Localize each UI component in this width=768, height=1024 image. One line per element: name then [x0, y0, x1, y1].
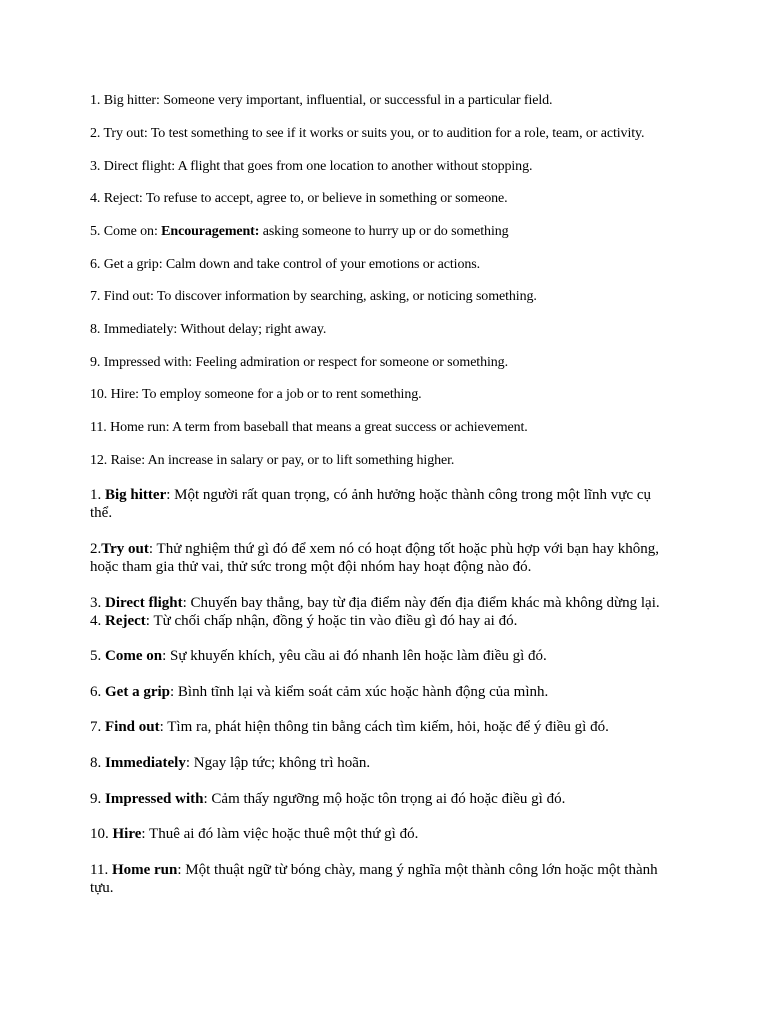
vi-entry-3: 3. Direct flight: Chuyến bay thẳng, bay từ địa điểm này đến địa điểm khác mà không dừng lại. [90, 595, 660, 611]
en-entry-12: 12. Raise: An increase in salary or pay, or to lift something higher. [90, 453, 455, 468]
en-entry-6: 6. Get a grip: Calm down and take control of your emotions or actions. [90, 257, 481, 272]
vi-entry-1: 1. Big hitter: Một người rất quan trọng, có ảnh hưởng hoặc thành công trong một lĩnh vực cụ thể. [90, 487, 651, 521]
vi-entry-2: 2.Try out: Thử nghiệm thứ gì đó để xem nó có hoạt động tốt hoặc phù hợp với bạn hay không, hoặc tham gia thử vai, thử sức trong một đội nhóm hay hoạt động nào đó. [90, 541, 660, 575]
en-entry-7: 7. Find out: To discover information by searching, asking, or noticing something. [90, 289, 537, 304]
vi-entry-4: 4. Reject: Từ chối chấp nhận, đồng ý hoặc tin vào điều gì đó hay ai đó. [90, 613, 518, 629]
vi-entry-9: 9. Impressed with: Cảm thấy ngưỡng mộ hoặc tôn trọng ai đó hoặc điều gì đó. [90, 791, 566, 807]
vi-entry-11: 11. Home run: Một thuật ngữ từ bóng chày, mang ý nghĩa một thành công lớn hoặc một thành tựu. [90, 862, 658, 896]
vi-entry-8: 8. Immediately: Ngay lập tức; không trì hoãn. [90, 755, 371, 771]
en-entry-10: 10. Hire: To employ someone for a job or to rent something. [90, 387, 422, 402]
en-entry-3: 3. Direct flight: A flight that goes from one location to another without stopping. [90, 159, 533, 174]
en-entry-2: 2. Try out: To test something to see if it works or suits you, or to audition for a role, team, or activity. [90, 126, 645, 141]
vi-entry-7: 7. Find out: Tìm ra, phát hiện thông tin bằng cách tìm kiếm, hỏi, hoặc để ý điều gì đó. [90, 719, 609, 735]
en-entry-4: 4. Reject: To refuse to accept, agree to, or believe in something or someone. [90, 191, 508, 206]
en-entry-11: 11. Home run: A term from baseball that means a great success or achievement. [90, 420, 528, 435]
en-entry-1: 1. Big hitter: Someone very important, influential, or successful in a particular field. [90, 93, 553, 108]
en-entry-9: 9. Impressed with: Feeling admiration or respect for someone or something. [90, 355, 508, 370]
en-entry-5: 5. Come on: Encouragement: asking someone to hurry up or do something [90, 224, 509, 239]
vi-entry-6: 6. Get a grip: Bình tĩnh lại và kiểm soát cảm xúc hoặc hành động của mình. [90, 684, 549, 700]
vi-entry-5: 5. Come on: Sự khuyến khích, yêu cầu ai đó nhanh lên hoặc làm điều gì đó. [90, 648, 547, 664]
vi-entry-10: 10. Hire: Thuê ai đó làm việc hoặc thuê một thứ gì đó. [90, 826, 419, 842]
en-entry-8: 8. Immediately: Without delay; right away. [90, 322, 327, 337]
